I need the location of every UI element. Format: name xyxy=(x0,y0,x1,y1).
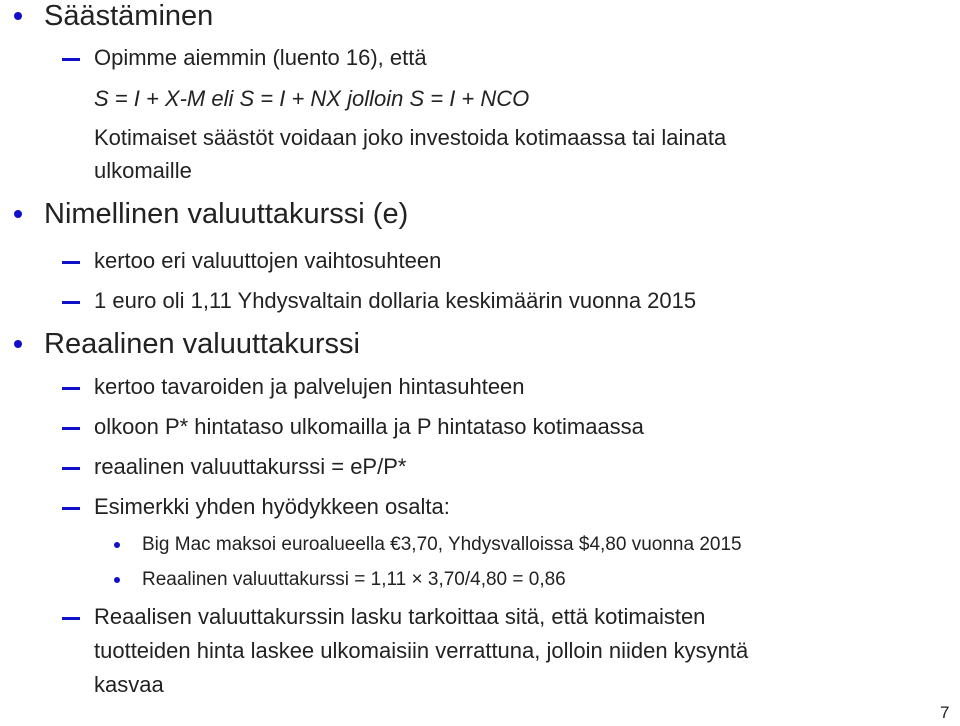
dash-icon xyxy=(62,467,80,470)
small-bullet-icon xyxy=(114,542,120,548)
text-olkoon: olkoon P* hintataso ulkomailla ja P hintataso kotimaassa xyxy=(94,414,644,439)
dash-icon xyxy=(62,427,80,430)
equation-line: S = I + X-M eli S = I + NX jolloin S = I + NCO xyxy=(94,86,530,111)
small-bullet-icon xyxy=(114,577,120,583)
page-number: 7 xyxy=(940,703,950,722)
bullet-dot-icon xyxy=(14,210,22,218)
text-kotimaiset-1: Kotimaiset säästöt voidaan joko investoida kotimaassa tai lainata xyxy=(94,125,727,150)
text-kotimaiset-2: ulkomaille xyxy=(94,158,192,183)
dash-icon xyxy=(62,261,80,264)
text-bigmac: Big Mac maksoi euroalueella €3,70, Yhdysvalloissa $4,80 vuonna 2015 xyxy=(142,534,742,555)
text-euro: 1 euro oli 1,11 Yhdysvaltain dollaria keskimäärin vuonna 2015 xyxy=(94,288,697,313)
text-esimerkki: Esimerkki yhden hyödykkeen osalta: xyxy=(94,494,450,519)
dash-icon xyxy=(62,507,80,510)
dash-icon xyxy=(62,58,80,61)
heading-nimellinen: Nimellinen valuuttakurssi (e) xyxy=(44,198,409,230)
text-reaalinen-kaava: reaalinen valuuttakurssi = eP/P* xyxy=(94,454,407,479)
text-lasku-3: kasvaa xyxy=(94,672,164,697)
text-kertoo-tavaroiden: kertoo tavaroiden ja palvelujen hintasuhteen xyxy=(94,374,525,399)
dash-icon xyxy=(62,617,80,620)
dash-icon xyxy=(62,387,80,390)
text-opimme: Opimme aiemmin (luento 16), että xyxy=(94,45,427,70)
dash-icon xyxy=(62,301,80,304)
bullet-dot-icon xyxy=(14,12,22,20)
bullet-dot-icon xyxy=(14,340,22,348)
text-kertoo-eri: kertoo eri valuuttojen vaihtosuhteen xyxy=(94,248,442,273)
text-lasku-1: Reaalisen valuuttakurssin lasku tarkoittaa sitä, että kotimaisten xyxy=(94,604,706,629)
text-laskelma: Reaalinen valuuttakurssi = 1,11 × 3,70/4,80 = 0,86 xyxy=(142,569,566,590)
heading-reaalinen: Reaalinen valuuttakurssi xyxy=(44,328,360,360)
text-lasku-2: tuotteiden hinta laskee ulkomaisiin verrattuna, jolloin niiden kysyntä xyxy=(94,638,749,663)
heading-saastaminen: Säästäminen xyxy=(44,0,214,32)
